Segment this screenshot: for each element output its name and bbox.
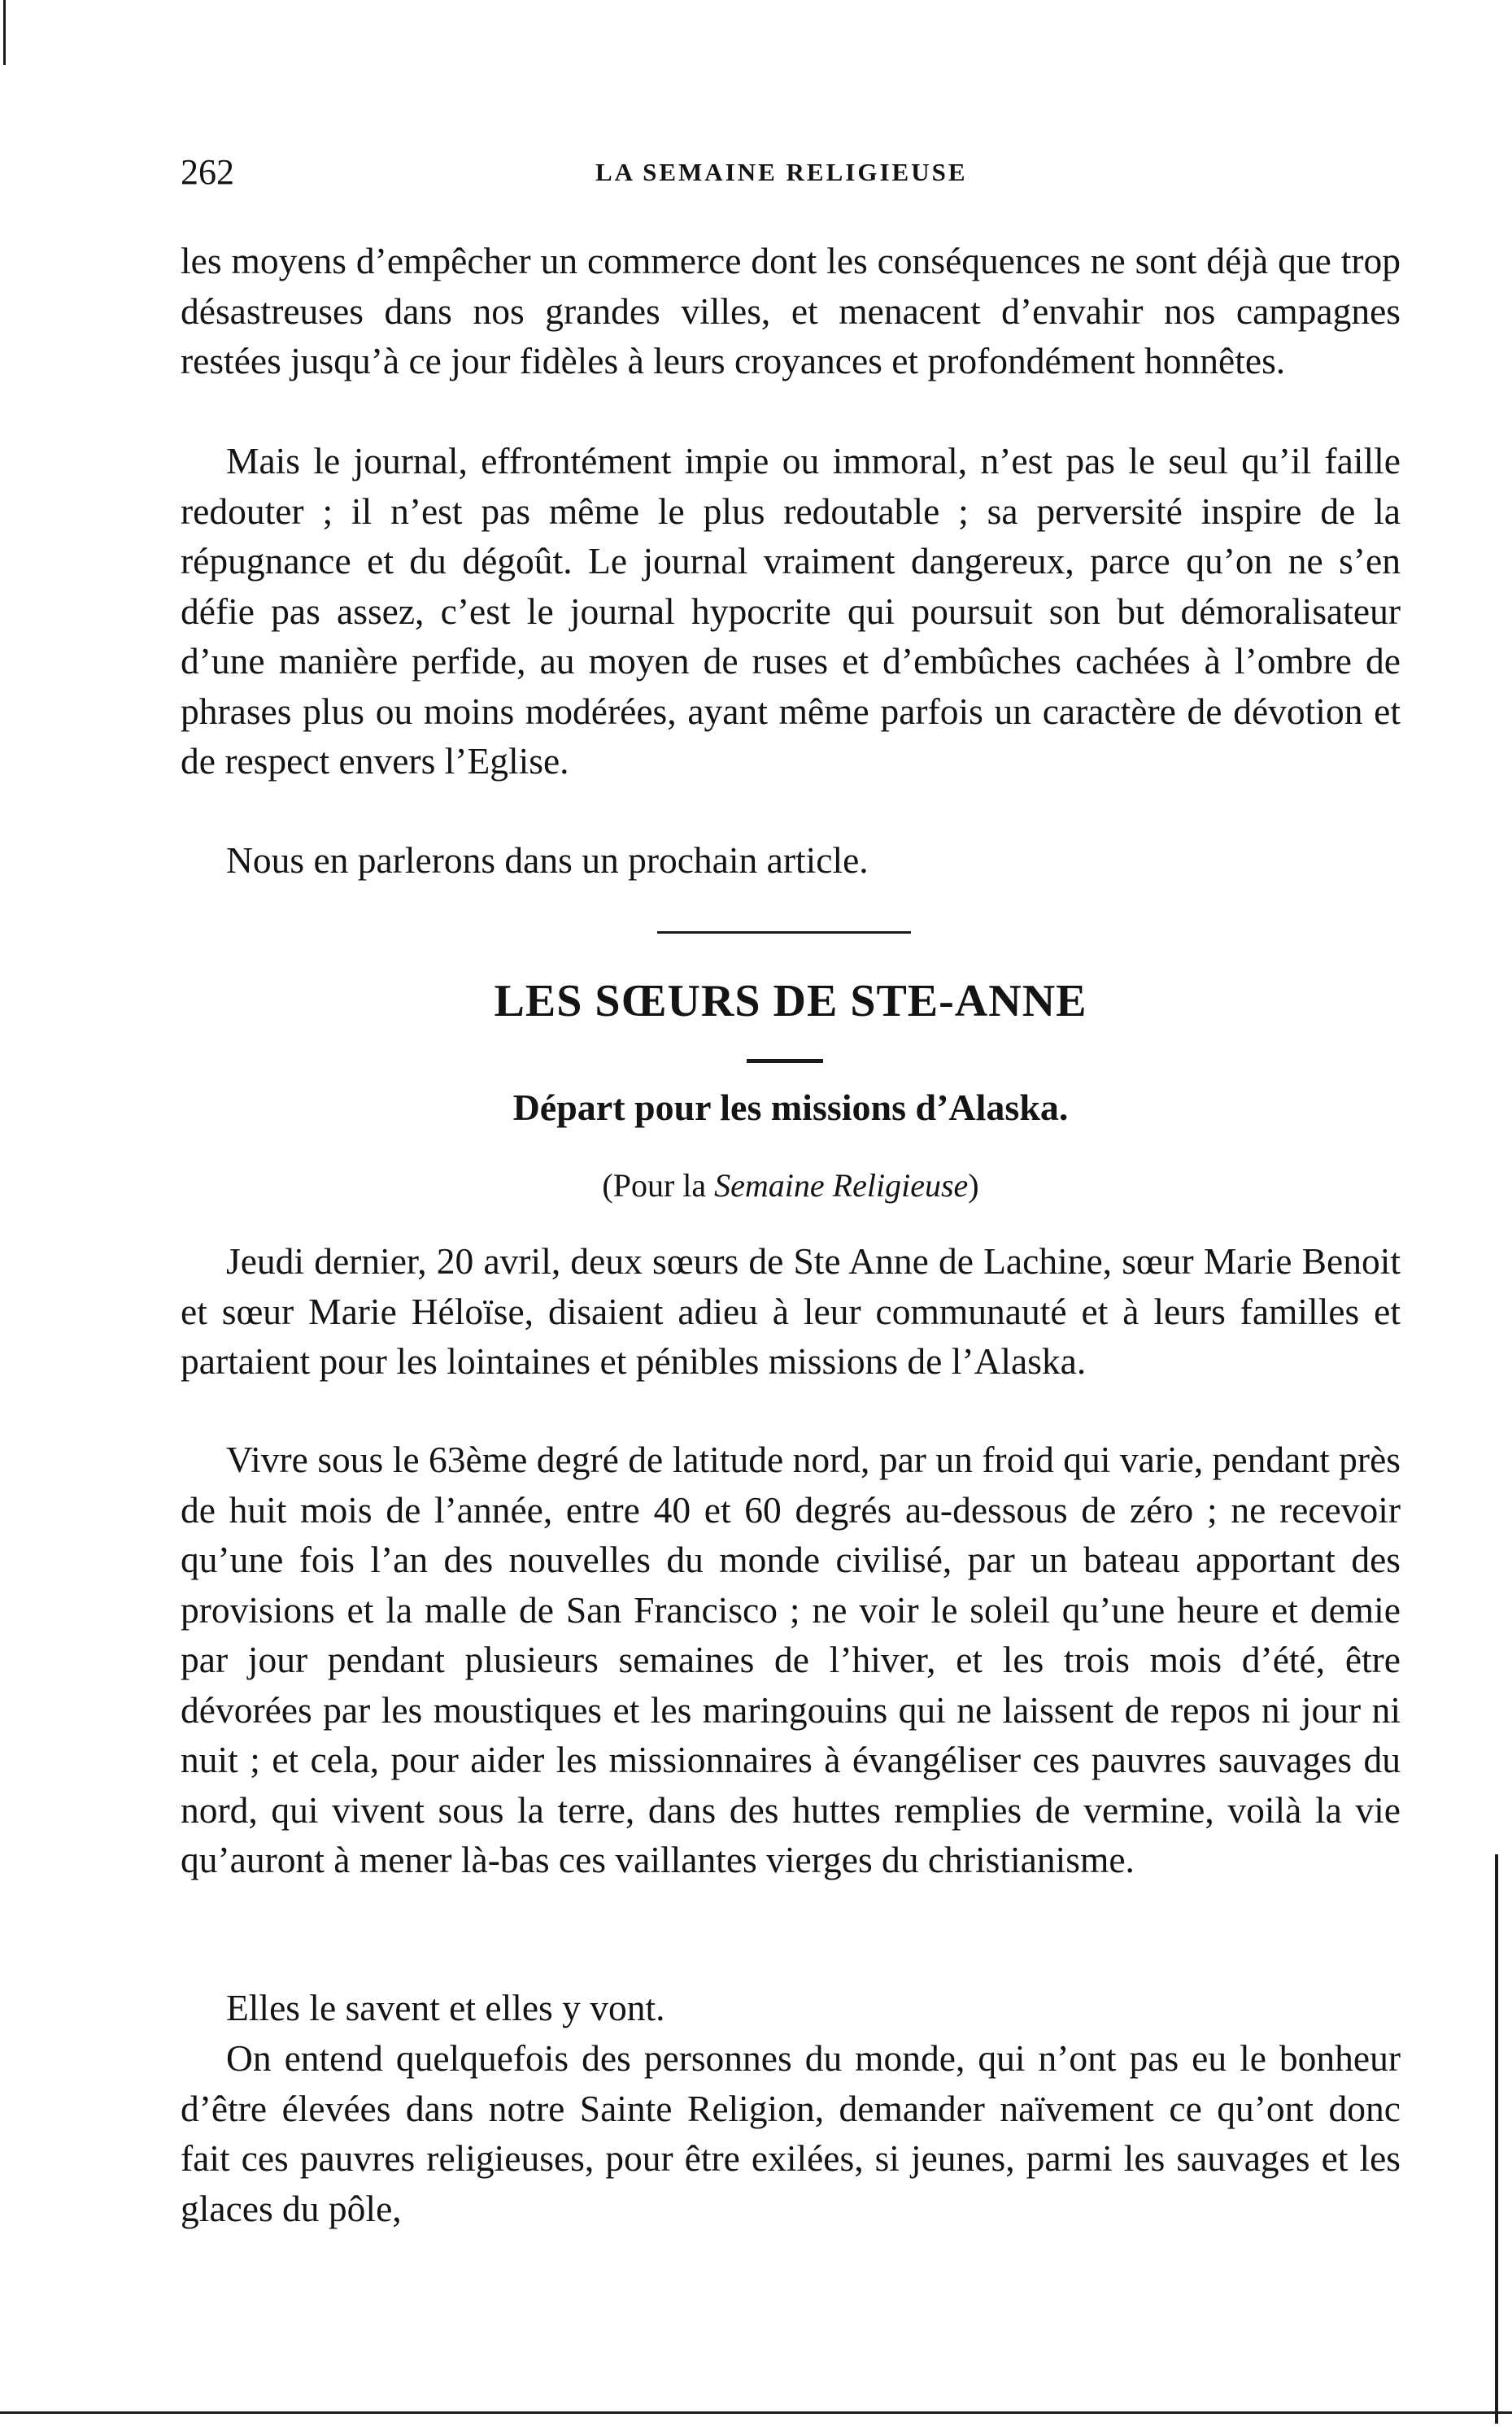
title-rule (747, 1059, 823, 1063)
scan-edge-mark-right (1495, 1854, 1498, 2424)
body-paragraph-3: Nous en parlerons dans un prochain article. (226, 839, 869, 881)
body-paragraph-2: Mais le journal, effrontément impie ou immoral, n’est pas le seul qu’il faille redouter ; il n’est pas même le plus redoutable ; sa perversité inspire de la répugnance et du dégoût. Le journal vraiment dangereux, parce qu’on ne s’en défie pas assez, c’est le journal hypocrite qui poursuit son but démoralisateur d’une manière perfide, au moyen de ruses et d’embûches cachées à l’ombre de phrases plus ou moins modérées, ayant même parfois un caractère de dévotion et de respect envers l’Eglise. (181, 440, 1401, 782)
byline-suffix: ) (968, 1167, 979, 1204)
article-title: LES SŒURS DE STE-ANNE (494, 976, 1087, 1026)
article-paragraph-1: Jeudi dernier, 20 avril, deux sœurs de Ste Anne de Lachine, sœur Marie Benoit et sœur Marie Héloïse, disaient adieu à leur communauté et à leurs familles et partaient pour les lointaines et pénibles missions de l’Alaska. (181, 1240, 1401, 1382)
page-header (181, 148, 1401, 197)
section-divider (657, 931, 911, 934)
page-number: 262 (181, 152, 234, 192)
byline-prefix: (Pour la (602, 1167, 715, 1204)
body-paragraph-1: les moyens d’empêcher un commerce dont les conséquences ne sont déjà que trop désastreuses dans nos grandes villes, et menacent d’envahir nos campagnes restées jusqu’à ce jour fidèles à leurs croyances et profondément honnêtes. (181, 240, 1401, 381)
running-head: LA SEMAINE RELIGIEUSE (595, 158, 968, 186)
scan-bottom-rule (0, 2411, 1512, 2414)
article-paragraph-3: Elles le savent et elles y vont. (226, 1987, 665, 2028)
article-paragraph-2: Vivre sous le 63ème degré de latitude nord, par un froid qui varie, pendant près de huit mois de l’année, entre 40 et 60 degrés au-dessous de zéro ; ne recevoir qu’une fois l’an des nouvelles du monde civilisé, par un bateau apportant des provisions et la malle de San Francisco ; ne voir le soleil qu’une heure et demie par jour pendant plusieurs semaines de l’hiver, et les trois mois d’été, être dévorées par les moustiques et les maringouins qui ne laissent de repos ni jour ni nuit ; et cela, pour aider les missionnaires à évangéliser ces pauvres sauvages du nord, qui vivent sous la terre, dans des huttes remplies de vermine, voilà la vie qu’auront à mener là-bas ces vaillantes vierges du christianisme. (181, 1439, 1401, 1880)
byline-publication: Semaine Religieuse (714, 1167, 969, 1204)
article-byline (181, 1163, 1401, 1209)
article-subtitle: Départ pour les missions d’Alaska. (512, 1087, 1069, 1128)
article-paragraph-4: On entend quelquefois des personnes du monde, qui n’ont pas eu le bonheur d’être élevées dans notre Sainte Religion, demander naïvement ce qu’ont donc fait ces pauvres religieuses, pour être exilées, si jeunes, parmi les sauvages et les glaces du pôle, (181, 2037, 1401, 2229)
scan-edge-mark (3, 0, 6, 65)
